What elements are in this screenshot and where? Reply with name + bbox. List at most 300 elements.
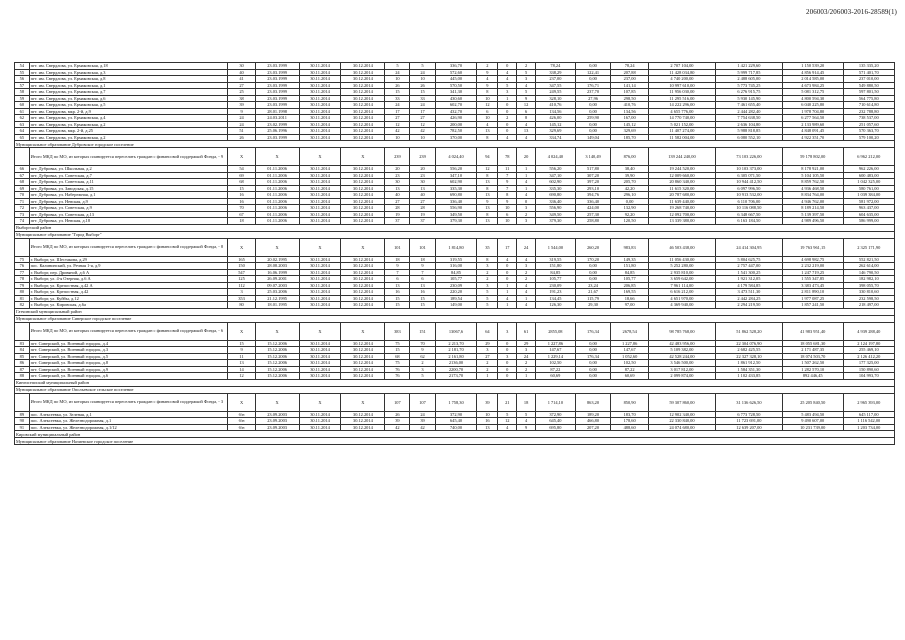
table-cell: 556,90 [435,205,477,212]
table-cell: 23.02.1999 [255,121,299,128]
table-cell: 1 [517,172,536,179]
table-cell: 30.12.2014 [341,340,385,347]
table-cell: 5 252 280,00 [648,263,715,270]
table-cell: пгт. Дубровка, ул. Невская, д.9 [29,198,228,205]
table-cell: 397,20 [575,179,611,186]
table-cell: 149,35 [611,256,649,263]
table-cell: 426,00 [536,115,576,122]
table-cell: 141,14 [611,82,649,89]
table-cell: 30.11.2014 [299,269,341,276]
table-cell: 101 [410,238,435,256]
table-cell: 69 [15,185,30,192]
table-cell: 580 761,00 [843,185,894,192]
table-cell: 15 [228,185,255,192]
table-cell: 8 [477,185,498,192]
table-cell: 0,00 [575,276,611,283]
table-cell: 30.12.2014 [341,353,385,360]
table-cell: 2 [410,360,435,367]
table-cell: 27,96 [575,95,611,102]
table-cell: 23.03.1999 [255,134,299,141]
section-heading-row [15,224,895,231]
table-cell: 14 770 740,00 [648,115,715,122]
table-cell: 602,90 [435,179,477,186]
table-cell: 3 [477,282,498,289]
table-cell: 963 437,00 [843,205,894,212]
table-cell: X [228,148,255,166]
table-cell: 23.03.1999 [255,69,299,76]
table-cell: 30.11.2014 [299,256,341,263]
table-cell: 220,20 [435,289,477,296]
table-cell: 11 [498,166,517,173]
subtotal-row [15,393,895,411]
table-cell: 4 [517,256,536,263]
table-cell: 2 [477,366,498,373]
table-cell: 9 [410,347,435,354]
table-cell: 4 [517,121,536,128]
table-cell: 335,30 [435,185,477,192]
table-cell: 8 [477,134,498,141]
table-cell: 23.09.2003 [255,418,299,425]
table-cell: 237,70 [575,89,611,96]
table-cell: 12 [410,121,435,128]
table-cell: 75 [385,340,410,347]
table-cell: 379,30 [435,218,477,225]
table-cell: 0,00 [575,366,611,373]
section-heading: Муниципальное образование Сиверское городское поселение [15,315,895,322]
table-cell: 334,74 [536,134,576,141]
table-cell: 5 773 745,25 [715,82,782,89]
table-cell: пгт. им. Свердлова, ул. Ермаковская, д.2 [29,134,228,141]
table-cell: 341,30 [435,89,477,96]
table-cell: 6 962 212,00 [843,148,894,166]
table-cell: 13 [517,128,536,135]
table-cell: 30.12.2014 [341,347,385,354]
table-cell: 86 [15,360,30,367]
table-cell: 16 [477,418,498,425]
table-cell: 120,50 [611,218,649,225]
table-cell: 17 [410,108,435,115]
table-cell: 11 956 030,00 [648,89,715,96]
table-cell: 329,69 [536,128,576,135]
table-cell: 0 [498,121,517,128]
table-cell: 1 039 384,00 [843,192,894,199]
table-cell: 64 [15,128,30,135]
table-cell: 205,70 [611,179,649,186]
table-cell: 51 862 528,20 [715,322,782,340]
table-cell: 4 [517,134,536,141]
table-cell: 01.11.2006 [255,198,299,205]
table-cell: 13 [477,128,498,135]
table-cell: 372,90 [536,411,576,418]
table-cell: 105,77 [536,276,576,283]
table-cell: 316,00 [435,263,477,270]
table-cell: 41 983 951,40 [782,322,843,340]
table-cell: 10 103 373,00 [715,166,782,173]
table-cell: пгт. Сиверский, ул. Военный городок, д.6 [29,373,228,380]
table-cell: 262 614,00 [843,263,894,270]
table-cell: 39 [385,418,410,425]
table-cell: 1 247 719,25 [782,269,843,276]
table-cell: 176,71 [575,82,611,89]
table-cell: 01.11.2006 [255,205,299,212]
table-cell: 170,20 [575,256,611,263]
table-cell: 239 [385,148,410,166]
table-cell: 3 383 473,45 [782,282,843,289]
table-cell: 2 [517,360,536,367]
table-cell: 15.12.2006 [255,347,299,354]
table-cell: 4 [517,179,536,186]
table-cell: 2 [517,276,536,283]
table-cell: 10 231 739,00 [782,424,843,431]
table-cell: г. Выборг, пер. Дровяной, д.6 А [29,269,228,276]
table-cell: 30.12.2014 [341,63,385,70]
table-cell: 80 [15,289,30,296]
table-cell: 11 428 034,80 [648,69,715,76]
table-cell: Итого МКД по МО, из которых планируется переселить граждан с финансовой поддержкой Фонда, - 6 [29,322,228,340]
table-cell: 20 860 340,00 [648,179,715,186]
table-cell: 782,50 [435,128,477,135]
table-cell: 3 [477,347,498,354]
table-cell: 30.11.2014 [299,121,341,128]
table-cell: 23.03.1999 [255,82,299,89]
table-cell: 23,24 [575,282,611,289]
table-cell: 335,30 [536,185,576,192]
table-cell: X [228,322,255,340]
table-cell: 9 490 607,00 [782,418,843,425]
table-cell: 1 [498,95,517,102]
table-cell: 30.11.2014 [299,102,341,109]
table-cell: 8 834 764,00 [782,192,843,199]
table-cell: 62 [410,353,435,360]
table-cell: 15 [228,340,255,347]
table-cell: 602,90 [536,179,576,186]
table-cell: пгт. им. Свердлова, ул. Ермаковская, д.18 [29,63,228,70]
table-cell: 8 [477,172,498,179]
table-cell: 73 [15,211,30,218]
table-cell: 30.12.2014 [341,360,385,367]
table-cell: г. Выборг, ул. Крепостная, д.42 А [29,282,228,289]
table-cell: 24 [385,69,410,76]
table-cell: 8 178 921,00 [782,166,843,173]
table-cell: 2 124 197,80 [843,340,894,347]
table-cell: 645,40 [435,418,477,425]
table-cell: 2 444 282,40 [715,108,782,115]
table-cell: 2 [517,63,536,70]
table-cell: 145,12 [536,121,576,128]
table-cell: 28 [410,205,435,212]
table-cell: 9 [498,179,517,186]
table-cell: 189,54 [435,295,477,302]
table-cell: 25 205 840,50 [782,393,843,411]
table-cell: 01.11.2006 [255,172,299,179]
table-cell: 58 [15,89,30,96]
table-cell: 91 [15,424,30,431]
table-cell: 3 [410,366,435,373]
table-cell: 70 [228,205,255,212]
table-cell: 4 [477,76,498,83]
section-heading: Кингисеппский муниципальный район [15,379,895,386]
table-cell: 112 [228,282,255,289]
table-cell: 87,22 [536,366,576,373]
table-cell [15,148,30,166]
table-cell: пгт. Дубровка, ул. Школьная, д.2 [29,166,228,173]
table-cell: пгт. им. Свердлова, ул. Ермаковская, д.3 [29,69,228,76]
table-cell: 2 707 104,00 [648,63,715,70]
table-cell: 12 902 340,00 [648,411,715,418]
table-cell: 5 109 382,00 [648,347,715,354]
table-cell: 18 074 503,70 [782,353,843,360]
table-cell: 126,30 [536,302,576,309]
table-cell: 571 401,70 [843,69,894,76]
table-cell: 4 [517,289,536,296]
table-cell: 13 [477,205,498,212]
table-cell: 69 [228,172,255,179]
table-cell: 581 972,00 [843,198,894,205]
table-cell: Итого МКД по МО, из которых планируется переселить граждан с финансовой поддержкой Фонда, - 9 [29,148,228,166]
table-cell: 29 [477,340,498,347]
table-cell: 189,20 [575,411,611,418]
table-cell: 151,80 [536,263,576,270]
table-cell: 0 [498,128,517,135]
table-cell: 218 497,00 [843,302,894,309]
table-cell: 9 [517,424,536,431]
table-cell: 4 [517,192,536,199]
table-cell: 11 615 320,00 [648,185,715,192]
table-cell: 135 335,20 [843,63,894,70]
table-cell: X [299,148,341,166]
table-cell: 149,00 [435,302,477,309]
table-cell: 24 [228,115,255,122]
table-cell: 30.11.2014 [299,218,341,225]
table-cell: 8 189 214,50 [782,205,843,212]
table-cell: 353 [228,295,255,302]
table-cell: 556,20 [536,166,576,173]
table-cell: 23.09.2003 [255,424,299,431]
table-cell: 19 [385,211,410,218]
table-cell: 25.03.2006 [255,289,299,296]
table-cell: 4 024,40 [435,148,477,166]
table-cell: 572,60 [435,69,477,76]
table-cell: пгт. Сиверский, ул. Военный городок, д.9 [29,366,228,373]
table-cell: 72 [15,205,30,212]
table-cell: 1 507 262,50 [782,360,843,367]
table-cell: 151,80 [611,263,649,270]
table-cell: 2 442 284,25 [715,295,782,302]
table-cell: 5 081 312,75 [782,89,843,96]
table-cell: 30.12.2014 [341,95,385,102]
table-cell: 24 [385,102,410,109]
table-cell: 17 [498,238,517,256]
table-cell: 298,50 [611,95,649,102]
table-cell: 30.12.2014 [341,373,385,380]
table-cell: 30.11.2014 [299,198,341,205]
table-cell: 10 913 532,00 [715,192,782,199]
table-cell: 6 097 996,50 [715,185,782,192]
table-cell: 3 [498,322,517,340]
table-cell: 59 307 860,00 [648,393,715,411]
table-cell: 18 [410,256,435,263]
table-cell: 19 763 961,15 [782,238,843,256]
table-cell: 169,55 [611,289,649,296]
table-cell: 488,60 [611,424,649,431]
table-cell: 11 407 274,00 [648,128,715,135]
table-cell: 19 268 740,00 [648,205,715,212]
table-cell: 19 244 520,00 [648,166,715,173]
table-cell: 15 [385,89,410,96]
table-cell: 122,41 [575,69,611,76]
table-cell: 81 [15,295,30,302]
table-cell: 4 936 468,50 [782,185,843,192]
table-cell: 13 [477,218,498,225]
table-cell: 8 859 762,50 [782,179,843,186]
table-cell: 347,10 [536,172,576,179]
table-cell: 167,00 [611,115,649,122]
table-cell: 1 227,86 [536,340,576,347]
table-cell: 38,40 [611,166,649,173]
table-cell: 75 [385,360,410,367]
table-cell: 30.12.2014 [341,366,385,373]
table-cell: 1 042 325,00 [843,179,894,186]
table-cell: 2 [517,211,536,218]
table-cell: 15 [410,295,435,302]
table-cell: 517,80 [575,166,611,173]
table-cell: 9 [477,69,498,76]
table-cell: 3 473 511,30 [715,289,782,296]
table-cell: 12 009 660,00 [648,172,715,179]
table-cell: 23.03.1999 [255,102,299,109]
table-cell: 84,85 [536,269,576,276]
table-cell: г. Выборг, ул. Крепостная, д.42 [29,289,228,296]
table-cell: 12 092 700,00 [648,211,715,218]
table-cell: 92,20 [611,211,649,218]
table-cell: 0,00 [575,128,611,135]
table-cell: 30.12.2014 [341,69,385,76]
resettlement-table [14,62,895,445]
table-cell: 64 [477,322,498,340]
table-cell: 30.12.2014 [341,108,385,115]
table-cell: 9 [517,95,536,102]
table-cell: 94 [477,148,498,166]
table-cell: 23.09.2003 [255,411,299,418]
table-cell: 23 [385,172,410,179]
table-cell: 26 [228,134,255,141]
table-cell: 21.12.1995 [255,295,299,302]
table-cell: 9 [498,198,517,205]
table-cell: 60,69 [611,373,649,380]
table-cell: 962 226,00 [843,166,894,173]
table-cell: 145,12 [611,121,649,128]
table-cell: пгт. им. Свердлова, мкр. 2-й, д.25 [29,128,228,135]
table-cell: 78 [498,148,517,166]
table-cell: пос. Алексеевка, ул. Железнодорожная, д.1 [29,418,228,425]
table-cell: 30.11.2014 [299,366,341,373]
table-cell: 8 [498,192,517,199]
table-cell: 30.12.2014 [341,172,385,179]
table-cell: 24 [517,353,536,360]
table-cell: 84,85 [435,269,477,276]
table-cell: X [228,238,255,256]
table-cell: 89 [15,411,30,418]
table-cell: 1 150 539,20 [782,63,843,70]
table-cell: 0 [498,269,517,276]
table-cell: 4 024,40 [536,148,576,166]
table-cell: 4 [477,121,498,128]
table-cell: 6 [498,211,517,218]
table-cell: 370,00 [435,134,477,141]
table-cell: 79 [15,282,30,289]
table-cell: 30.12.2014 [341,205,385,212]
table-cell: X [255,148,299,166]
table-cell: 0,00 [575,263,611,270]
table-cell: 15 [385,295,410,302]
table-cell: 65 [15,134,30,141]
table-cell: 15.12.2006 [255,353,299,360]
table-cell: 20 [385,166,410,173]
table-cell: 30.11.2014 [299,276,341,283]
table-cell: б/н [228,411,255,418]
table-cell: 30.12.2014 [341,218,385,225]
table-cell: 30.11.2014 [299,108,341,115]
table-cell: 5 [385,63,410,70]
table-cell: 556,90 [536,205,576,212]
table-cell: 1 [517,166,536,173]
table-cell: 68 [15,179,30,186]
table-cell: 30.11.2014 [299,185,341,192]
table-cell: 2 171 487,35 [782,347,843,354]
table-cell: 41 [228,76,255,83]
table-cell: 230,09 [536,282,576,289]
table-cell: 6 040 225,80 [782,102,843,109]
table-cell: 37 [385,218,410,225]
table-cell: 1 [517,295,536,302]
table-cell: 38 [228,95,255,102]
table-cell: 30.11.2014 [299,302,341,309]
table-cell: 9 [477,198,498,205]
table-cell: 2 161,80 [435,353,477,360]
table-cell: 4 [498,69,517,76]
table-cell: 24 [410,102,435,109]
table-cell: 85 [15,353,30,360]
table-cell: 134,56 [536,108,576,115]
table-cell: 547 [228,269,255,276]
table-cell: 30.11.2014 [299,134,341,141]
table-cell: 3 [517,263,536,270]
table-cell: 2 [477,360,498,367]
table-cell: 27 [410,198,435,205]
table-cell: 552 821,50 [843,256,894,263]
table-cell: 9 [410,263,435,270]
table-cell: 394,76 [575,192,611,199]
table-cell: 4 [498,256,517,263]
table-cell: 6 [410,276,435,283]
table-cell: 257,30 [575,211,611,218]
table-cell: 16.06.1999 [255,269,299,276]
table-cell: 24 [410,69,435,76]
table-cell: 4 655 776,00 [648,108,715,115]
table-cell: 1 227,86 [611,340,649,347]
table-cell: 329,69 [611,128,649,135]
table-cell: 15 [385,347,410,354]
table-cell: 25 [228,89,255,96]
table-cell: 1 421 229,60 [715,63,782,70]
table-cell: 13 339 380,00 [648,218,715,225]
table-cell: пгт. им. Свердлова, ул. Ермаковская, д.1 [29,82,228,89]
table-cell: 30.11.2014 [299,418,341,425]
table-cell: 586 999,00 [843,218,894,225]
table-cell: 30.12.2014 [341,211,385,218]
table-cell: 185,70 [611,134,649,141]
table-cell: 5 104 105,50 [782,172,843,179]
